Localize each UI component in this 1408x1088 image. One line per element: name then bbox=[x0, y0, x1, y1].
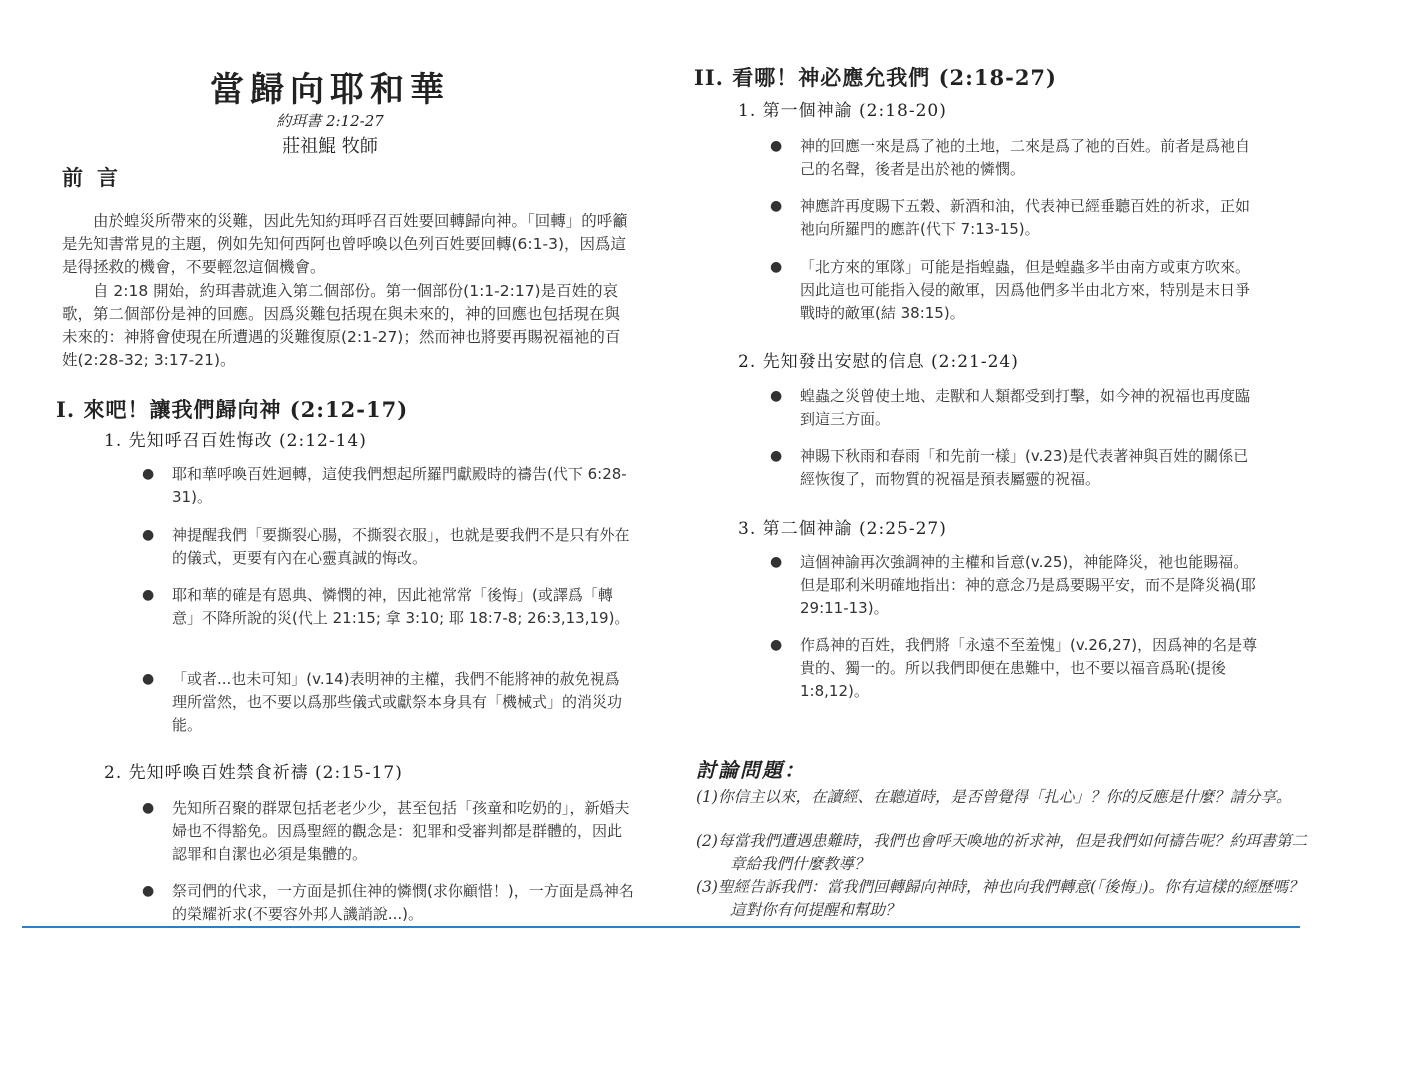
intro-paragraph-1: 由於蝗災所帶來的災難，因此先知約珥呼召百姓要回轉歸向神。「回轉」的呼籲是先知書常見的主題，例如先知何西阿也曾呼喚以色列百姓要回轉(6:1-3)，因爲這是得拯救的機會，不要輕忽這個機會。 bbox=[62, 212, 628, 276]
bullet-icon: ● bbox=[770, 637, 783, 653]
section-2-sub-3-heading: 3. 第二個神諭 (2:25-27) bbox=[738, 519, 947, 539]
list-item: ● 神應許再度賜下五穀、新酒和油，代表神已經垂聽百姓的祈求，正如祂向所羅門的應許(代下 7:13-15)。 bbox=[770, 197, 1251, 238]
list-item: ● 神提醒我們「要撕裂心腸，不撕裂衣服」，也就是要我們不是只有外在的儀式，更要有內在心靈真誠的悔改。 bbox=[142, 526, 630, 567]
bullet-icon: ● bbox=[142, 527, 155, 543]
intro-paragraph-2: 自 2:18 開始，約珥書就進入第二個部份。第一個部份(1:1-2:17)是百姓的哀歌，第二個部份是神的回應。因爲災難包括現在與未來的，神的回應也包括現在與未來的：神將會使現在所遭遇的災難復原(2:1-27)；然而神也將要再賜祝福祂的百姓(2:28-32; 3:17-21)。 bbox=[62, 282, 621, 369]
author: 莊祖鯤 牧師 bbox=[282, 136, 378, 157]
section-1-heading: I. 來吧！讓我們歸向神 (2:12-17) bbox=[56, 397, 409, 422]
bullet-icon: ● bbox=[142, 587, 155, 603]
list-item: ● 神賜下秋雨和春雨「和先前一樣」(v.23)是代表著神與百姓的關係已經恢復了，而物質的祝福是預表屬靈的祝福。 bbox=[770, 447, 1249, 488]
section-2-sub-2-heading: 2. 先知發出安慰的信息 (2:21-24) bbox=[738, 352, 1019, 372]
section-1-sub-2-heading: 2. 先知呼喚百姓禁食祈禱 (2:15-17) bbox=[104, 763, 403, 783]
discussion-question-1: (1)你信主以來，在讀經、在聽道時，是否曾覺得「扎心」？你的反應是什麼？請分享。 bbox=[696, 788, 1292, 806]
page-title: 當歸向耶和華 bbox=[210, 70, 450, 110]
bullet-icon: ● bbox=[142, 800, 155, 816]
discussion-question-2: (2)每當我們遭遇患難時，我們也會呼天喚地的祈求神，但是我們如何禱告呢？約珥書第二章給我們什麼教導？ bbox=[696, 832, 1307, 873]
list-item: ● 耶和華的確是有恩典、憐憫的神，因此祂常常「後悔」(或譯爲「轉意」不降所說的災(代上 21:15; 拿 3:10; 耶 18:7-8; 26:3,13,19)。 bbox=[142, 586, 630, 627]
section-2-sub-1-heading: 1. 第一個神諭 (2:18-20) bbox=[738, 101, 947, 121]
bullet-icon: ● bbox=[770, 198, 783, 214]
list-item: ● 神的回應一來是爲了祂的土地，二來是爲了祂的百姓。前者是爲祂自己的名聲，後者是出於祂的憐憫。 bbox=[770, 137, 1251, 178]
list-item: ● 「或者...也未可知」(v.14)表明神的主權，我們不能將神的赦免視爲理所當然，也不要以爲那些儀式或獻祭本身具有「機械式」的消災功能。 bbox=[142, 670, 623, 734]
list-item: ● 作爲神的百姓，我們將「永遠不至羞愧」(v.26,27)，因爲神的名是尊貴的、獨一的。所以我們即便在患難中，也不要以福音爲恥(提後 1:8,12)。 bbox=[770, 636, 1258, 700]
list-item: ● 「北方來的軍隊」可能是指蝗蟲，但是蝗蟲多半由南方或東方吹來。因此這也可能指入侵的敵軍，因爲他們多半由北方來，特別是末日爭戰時的敵軍(結 38:15)。 bbox=[770, 258, 1251, 322]
bottom-rule bbox=[22, 926, 1300, 928]
discussion-heading: 討論問題： bbox=[696, 758, 806, 782]
intro-heading: 前言 bbox=[62, 165, 132, 190]
bullet-icon: ● bbox=[770, 138, 783, 154]
bullet-icon: ● bbox=[142, 883, 155, 899]
bullet-icon: ● bbox=[142, 466, 155, 482]
list-item: ● 祭司們的代求，一方面是抓住神的憐憫(求你顧惜！)，一方面是爲神名的榮耀祈求(不要容外邦人譏誚說...)。 bbox=[142, 882, 634, 923]
bullet-icon: ● bbox=[770, 554, 783, 570]
scripture-reference: 約珥書 2:12-27 bbox=[276, 112, 384, 130]
list-item: ● 先知所召聚的群眾包括老老少少，甚至包括「孩童和吃奶的」，新婚夫婦也不得豁免。因爲聖經的觀念是：犯罪和受審判都是群體的，因此認罪和自潔也必須是集體的。 bbox=[142, 799, 630, 863]
list-item: ● 耶和華呼喚百姓迴轉，這使我們想起所羅門獻殿時的禱告(代下 6:28-31)。 bbox=[142, 465, 627, 506]
bullet-icon: ● bbox=[142, 671, 155, 687]
bullet-icon: ● bbox=[770, 388, 783, 404]
section-1-sub-1-heading: 1. 先知呼召百姓悔改 (2:12-14) bbox=[104, 431, 367, 451]
list-item: ● 這個神諭再次強調神的主權和旨意(v.25)，神能降災，祂也能賜福。但是耶利米明確地指出：神的意念乃是爲要賜平安，而不是降災禍(耶 29:11-13)。 bbox=[770, 553, 1256, 617]
bullet-icon: ● bbox=[770, 259, 783, 275]
discussion-question-3: (3)聖經告訴我們：當我們回轉歸向神時，神也向我們轉意(「後悔」)。你有這樣的經歷嗎？這對你有何提醒和幫助？ bbox=[696, 878, 1304, 919]
section-2-heading: II. 看哪！神必應允我們 (2:18-27) bbox=[694, 65, 1057, 90]
bullet-icon: ● bbox=[770, 448, 783, 464]
list-item: ● 蝗蟲之災曾使土地、走獸和人類都受到打擊，如今神的祝福也再度臨到這三方面。 bbox=[770, 387, 1251, 428]
